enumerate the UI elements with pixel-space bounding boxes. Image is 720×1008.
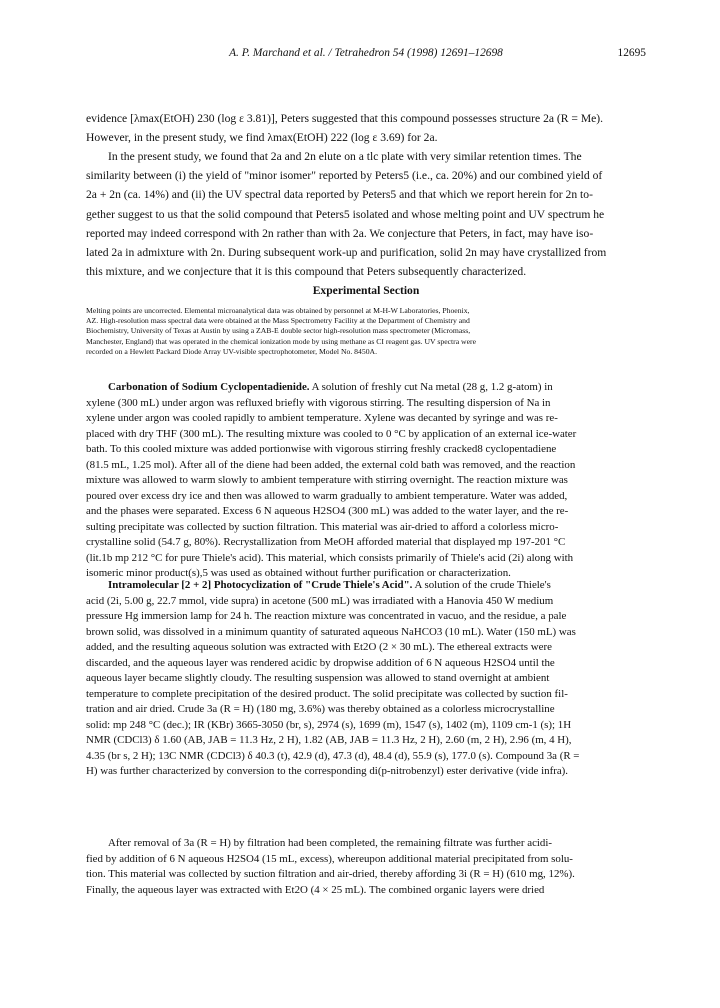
text-line (86, 380, 646, 396)
text-line: lated 2a in admixture with 2n. During subsequent work-up and purification, solid 2n may have crystallized from (86, 246, 607, 260)
text-line: xylene (300 mL) under argon was refluxed briefly with vigorous stirring. The resulting dispersion of Na in (86, 396, 551, 409)
page-number: 12695 (617, 47, 646, 59)
text-line: placed with dry THF (300 mL). The resulting mixture was cooled to 0 °C by application of an external ice-water (86, 427, 577, 440)
text-line: pressure Hg immersion lamp for 24 h. The reaction mixture was concentrated in vacuo, and the residue, a pale (86, 610, 567, 622)
text-line: discarded, and the aqueous layer was rendered acidic by dropwise addition of 6 N aqueous H2SO4 until the (86, 656, 555, 669)
text-line: crystalline solid (54.7 g, 80%). Recrystallization from MeOH afforded material that displayed mp 197-201 °C (86, 536, 566, 548)
text-line: bath. To this cooled mixture was added portionwise with vigorous stirring freshly cracked8 cyclopentadiene (86, 443, 557, 455)
text-line: this mixture, and we conjecture that it is this compound that Peters subsequently characterized. (86, 265, 527, 279)
text-line: similarity between (i) the yield of "minor isomer" reported by Peters5 (i.e., ca. 20%) and our combined yield of (86, 169, 603, 183)
text-line: Melting points are uncorrected. Elemental microanalytical data was obtained by personnel at M-H-W Laboratories, Phoenix, (86, 306, 470, 315)
text-line: sulting precipitate was collected by suction filtration. This material was air-dried to afford a colorless micro- (86, 520, 559, 533)
text-line: tration and air dried. Crude 3a (R = H) (180 mg, 3.6%) was thereby obtained as a colorless microcrystalline (86, 703, 555, 715)
procedure-heading: Carbonation of Sodium Cyclopentadienide. (108, 381, 310, 393)
text-line: mixture was allowed to warm slowly to ambient temperature with stirring overnight. The reaction mixture was (86, 474, 568, 486)
text-fragment: A solution of the crude Thiele's (414, 579, 551, 591)
section-heading: Experimental Section (312, 284, 420, 297)
text-line: fied by addition of 6 N aqueous H2SO4 (15 mL, excess), whereupon additional material precipitated from solu- (86, 852, 573, 865)
text-line: xylene under argon was cooled rapidly to ambient temperature. Xylene was decanted by syringe and was re- (86, 412, 558, 424)
procedure-heading: Intramolecular [2 + 2] Photocyclization of "Crude Thiele's Acid". (108, 579, 413, 591)
text-line: aqueous layer became slightly cloudy. The resulting suspension was allowed to stand overnight at ambient (86, 672, 550, 684)
text-line: Biochemistry, University of Texas at Austin by using a ZAB-E double sector high-resolution mass spectrometer (Micromass, (86, 326, 471, 336)
text-line: After removal of 3a (R = H) by filtration had been completed, the remaining filtrate was further acidi- (108, 837, 553, 849)
text-line: tion. This material was collected by suction filtration and air-dried, thereby affording 3i (R = H) (610 mg, 12%). (86, 868, 575, 880)
text-line: 2a + 2n (ca. 14%) and (ii) the UV spectral data reported by Peters5 and that which we report herein for 2n to- (86, 188, 593, 202)
text-line: gether suggest to us that the solid compound that Peters5 isolated and whose melting point and UV spectrum he (86, 207, 605, 221)
text-fragment: A solution of freshly cut Na metal (28 g, 1.2 g-atom) in (311, 381, 553, 393)
text-line: and the phases were separated. Excess 6 N aqueous H2SO4 (300 mL) was added to the water layer, and the re- (86, 505, 569, 517)
text-line: poured over excess dry ice and then was allowed to warm gradually to ambient temperature. Water was added, (86, 489, 568, 502)
general-methods-note (86, 306, 646, 357)
text-line: temperature to complete precipitation of the desired product. The solid precipitate was collected by suction fil- (86, 687, 568, 700)
running-title: A. P. Marchand et al. / Tetrahedron 54 (1998) 12691–12698 (229, 47, 503, 59)
photocyclization-procedure (86, 578, 646, 780)
carbonation-procedure (86, 380, 646, 582)
running-header (86, 47, 646, 63)
text-line (86, 578, 646, 594)
text-line: (81.5 mL, 1.25 mol). After all of the diene had been added, the external cold bath was removed, and the reaction (86, 458, 576, 471)
text-line: recorded on a Hewlett Packard Diode Array UV-visible spectrophotometer, Model No. 8450A. (86, 346, 378, 356)
filtrate-procedure (86, 836, 646, 898)
text-line: Manchester, England) that was operated in the chemical ionization mode by using methane as CI reagent gas. UV spectra were (86, 336, 476, 346)
text-line: acid (2i, 5.00 g, 22.7 mmol, vide supra) in acetone (500 mL) was irradiated with a Hanovia 450 W medium (86, 594, 554, 607)
text-line: In the present study, we found that 2a and 2n elute on a tlc plate with very similar retention times. The (108, 150, 582, 163)
text-line: isomeric minor product(s),5 was used as obtained without further purification or characterization. (86, 567, 511, 579)
text-line: H) was further characterized by conversion to the corresponding di(p-nitrobenzyl) ester derivative (vide infra). (86, 765, 569, 777)
text-line: brown solid, was dissolved in a minimum quantity of saturated aqueous NaHCO3 (10 mL). Water (150 mL) was (86, 625, 576, 638)
text-line: solid: mp 248 °C (dec.); IR (KBr) 3665-3050 (br, s), 2974 (s), 1699 (m), 1547 (s), 1402 (m), 1109 cm-1 (s); 1H (86, 718, 572, 731)
text-line: (lit.1b mp 212 °C for pure Thiele's acid). This material, which consists primarily of Thiele's acid (2i) along with (86, 551, 574, 564)
text-line: However, in the present study, we find λmax(EtOH) 222 (log ε 3.69) for 2a. (86, 131, 438, 145)
text-line: Finally, the aqueous layer was extracted with Et2O (4 × 25 mL). The combined organic layers were dried (86, 883, 545, 896)
text-line: 4.35 (br s, 2 H); 13C NMR (CDCl3) δ 40.3 (t), 42.9 (d), 47.3 (d), 48.4 (d), 55.9 (s), 177.0 (s). Compound 3a (R = (86, 749, 580, 762)
text-line: AZ. High-resolution mass spectral data were obtained at the Mass Spectrometry Facility at the Department of Chemistry and (86, 316, 470, 326)
text-line: NMR (CDCl3) δ 1.60 (AB, JAB = 11.3 Hz, 2 H), 1.82 (AB, JAB = 11.3 Hz, 2 H), 2.60 (m, 2 H), 2.96 (m, 4 H), (86, 734, 572, 746)
text-line: reported may indeed correspond with 2n rather than with 2a. We conjecture that Peters, in fact, may have iso- (86, 226, 594, 240)
intro-paragraph-1 (86, 109, 646, 147)
text-line: evidence [λmax(EtOH) 230 (log ε 3.81)], Peters suggested that this compound possesses structure 2a (R = Me). (86, 112, 604, 125)
text-line: added, and the resulting aqueous solution was extracted with Et2O (2 × 30 mL). The ethereal extracts were (86, 641, 552, 653)
intro-paragraph-2 (86, 147, 646, 281)
